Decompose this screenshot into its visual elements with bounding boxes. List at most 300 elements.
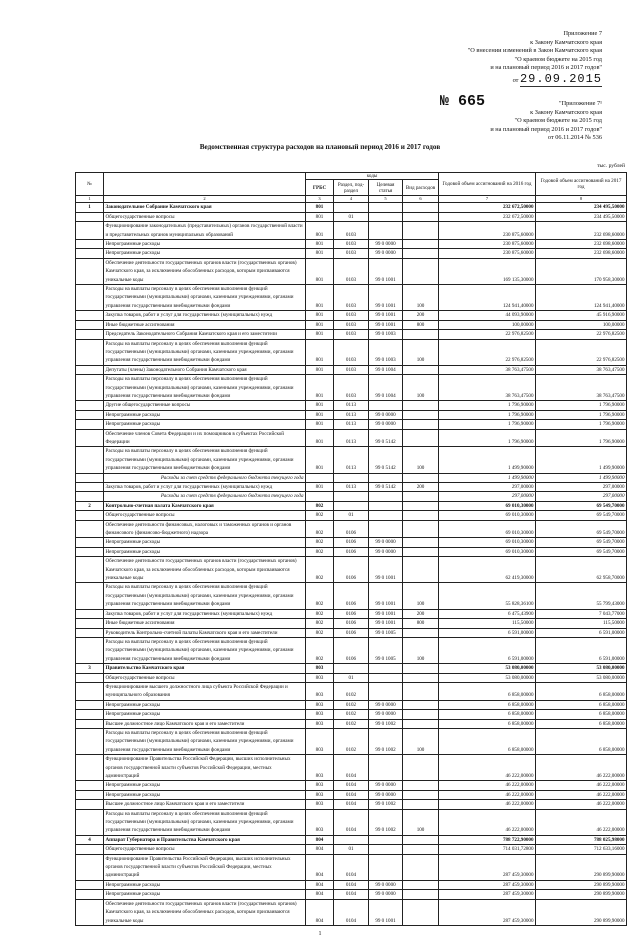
section-code: 0103 (334, 249, 369, 258)
target-code: 99 0 1002 (369, 719, 403, 728)
grbs-code: 802 (306, 557, 334, 583)
header-2017: Годовой объем ассигнований на 2017 год (536, 173, 627, 196)
appendix-new-note (468, 30, 602, 88)
target-code (369, 673, 403, 682)
type-code: 100 (403, 809, 439, 835)
amount-2016: 287 459,30000 (439, 880, 536, 889)
type-code: 200 (403, 483, 439, 492)
section-code: 0102 (334, 719, 369, 728)
amount-2017: 6 858,00000 (536, 710, 627, 719)
amount-2016: 38 763,47500 (439, 365, 536, 374)
section-code: 01 (334, 845, 369, 854)
amount-2017: 6 858,00000 (536, 682, 627, 700)
row-number (76, 781, 104, 790)
row-name: Непрограммные расходы (104, 249, 306, 258)
row-name: Непрограммные расходы (104, 781, 306, 790)
amount-2016: 232 672,50000 (439, 203, 536, 212)
grbs-code: 801 (306, 222, 334, 240)
target-code: 99 0 5142 (369, 483, 403, 492)
section-code: 0113 (334, 420, 369, 429)
type-code (403, 473, 439, 482)
section-code: 0106 (334, 628, 369, 637)
section-code: 0106 (334, 583, 369, 609)
row-number (76, 258, 104, 284)
target-code: 99 0 1002 (369, 809, 403, 835)
row-name: Расходы на выплаты персоналу в целях обеспечения выполнения функций государственными (муниципальными) органами, казенными учреждениями, органами управления государственными внебюджетными фондами (104, 809, 306, 835)
note-line: Приложение 7 (563, 30, 602, 37)
type-code (403, 845, 439, 854)
row-number (76, 285, 104, 311)
row-name: Законодательное Собрание Камчатского края (104, 203, 306, 212)
target-code (369, 212, 403, 221)
amount-2017: 69 549,70000 (536, 547, 627, 556)
table-row (76, 899, 627, 925)
type-code: 200 (403, 609, 439, 618)
target-code (369, 401, 403, 410)
row-number (76, 719, 104, 728)
target-code: 99 0 0000 (369, 420, 403, 429)
section-code (334, 835, 369, 844)
amount-2016: 1 796,90000 (439, 410, 536, 419)
table-row (76, 511, 627, 520)
row-number: 2 (76, 501, 104, 510)
header-target: Целевая статья (369, 180, 403, 196)
grbs-code: 801 (306, 320, 334, 329)
table-row (76, 365, 627, 374)
amount-2017: 45 916,90000 (536, 311, 627, 320)
table-row (76, 375, 627, 401)
table-row (76, 845, 627, 854)
target-code: 99 0 0000 (369, 700, 403, 709)
type-code (403, 511, 439, 520)
grbs-code: 803 (306, 710, 334, 719)
section-code: 0104 (334, 890, 369, 899)
table-row (76, 880, 627, 889)
type-code (403, 628, 439, 637)
amount-2017: 6 591,00000 (536, 637, 627, 663)
amount-2017: 46 222,00000 (536, 755, 627, 781)
row-number (76, 447, 104, 473)
amount-2017: 234 495,50000 (536, 212, 627, 221)
amount-2016: 297,00000 (439, 483, 536, 492)
section-code: 0106 (334, 520, 369, 538)
table-row (76, 285, 627, 311)
amount-2017: 53 080,00000 (536, 664, 627, 673)
type-code (403, 401, 439, 410)
type-code: 100 (403, 375, 439, 401)
type-code (403, 835, 439, 844)
amount-2016: 69 010,30000 (439, 511, 536, 520)
row-number: 1 (76, 203, 104, 212)
amount-2016: 46 222,00000 (439, 781, 536, 790)
table-row (76, 258, 627, 284)
column-index: 5 (369, 196, 403, 203)
amount-2016: 6 858,00000 (439, 728, 536, 754)
header-name (104, 173, 306, 196)
grbs-code: 801 (306, 249, 334, 258)
table-row (76, 700, 627, 709)
target-code (369, 755, 403, 781)
row-number (76, 673, 104, 682)
row-number (76, 410, 104, 419)
target-code: 99 0 1002 (369, 728, 403, 754)
grbs-code: 804 (306, 845, 334, 854)
grbs-code: 802 (306, 609, 334, 618)
amount-2016: 53 080,00000 (439, 664, 536, 673)
amount-2017: 46 222,00000 (536, 800, 627, 809)
grbs-code: 802 (306, 511, 334, 520)
amount-2016: 100,00000 (439, 320, 536, 329)
grbs-code: 803 (306, 781, 334, 790)
row-number (76, 520, 104, 538)
section-code: 0103 (334, 285, 369, 311)
target-code (369, 203, 403, 212)
grbs-code: 801 (306, 365, 334, 374)
amount-2017: 69 549,70000 (536, 538, 627, 547)
section-code (334, 501, 369, 510)
section-code (334, 473, 369, 482)
section-code: 0113 (334, 483, 369, 492)
row-name: Непрограммные расходы (104, 880, 306, 889)
table-row (76, 222, 627, 240)
grbs-code: 803 (306, 664, 334, 673)
type-code (403, 410, 439, 419)
row-name: Обеспечение членов Совета Федерации и их помощников в субъектах Российской Федерации (104, 429, 306, 447)
note-line: и на плановый период 2016 и 2017 годов" (490, 64, 602, 72)
table-row (76, 447, 627, 473)
type-code: 100 (403, 583, 439, 609)
amount-2017: 290 899,90000 (536, 854, 627, 880)
target-code (369, 501, 403, 510)
table-body (76, 203, 627, 926)
amount-2016: 38 763,47500 (439, 375, 536, 401)
table-row (76, 483, 627, 492)
amount-2016: 6 591,00000 (439, 628, 536, 637)
table-row (76, 609, 627, 618)
amount-2016: 287 459,30000 (439, 899, 536, 925)
target-code: 99 0 1001 (369, 619, 403, 628)
units-label: тыс. рублей (597, 163, 625, 169)
row-name: Закупка товаров, работ и услуг для государственных (муниципальных) нужд (104, 483, 306, 492)
amount-2017: 1 499,90000 (536, 447, 627, 473)
row-number (76, 637, 104, 663)
expenditure-table (75, 172, 627, 926)
document-title: Ведомственная структура расходов на плановый период 2016 и 2017 годов (199, 143, 441, 151)
date-stamp: 29.09.2015 (519, 71, 602, 86)
target-code: 99 0 0000 (369, 781, 403, 790)
amount-2016: 1 499,90000 (439, 447, 536, 473)
row-number (76, 845, 104, 854)
section-code: 0103 (334, 320, 369, 329)
section-code: 0103 (334, 311, 369, 320)
type-code: 100 (403, 637, 439, 663)
amount-2016: 6 858,00000 (439, 710, 536, 719)
grbs-code: 802 (306, 547, 334, 556)
amount-2017: 290 899,90000 (536, 890, 627, 899)
appendix-old-note (490, 100, 602, 143)
amount-2017: 124 941,40000 (536, 285, 627, 311)
column-index: 8 (536, 196, 627, 203)
target-code: 99 0 1004 (369, 365, 403, 374)
amount-2016: 62 419,30000 (439, 557, 536, 583)
column-index-row (76, 196, 627, 203)
row-number (76, 420, 104, 429)
row-name: Обеспечение деятельности государственных органов власти (государственных органов) Камчатского края, за исключением обособленных расходов, которым присваиваются уникальные коды (104, 899, 306, 925)
row-number (76, 249, 104, 258)
grbs-code: 803 (306, 755, 334, 781)
row-name: Непрограммные расходы (104, 547, 306, 556)
amount-2017: 53 080,00000 (536, 673, 627, 682)
row-name: Закупка товаров, работ и услуг для государственных (муниципальных) нужд (104, 311, 306, 320)
amount-2017: 22 976,82500 (536, 330, 627, 339)
amount-2017: 6 591,00000 (536, 628, 627, 637)
amount-2017: 69 549,70000 (536, 511, 627, 520)
table-row (76, 790, 627, 799)
amount-2017: 100,00000 (536, 320, 627, 329)
type-code: 100 (403, 447, 439, 473)
amount-2017: 6 858,00000 (536, 728, 627, 754)
row-number (76, 809, 104, 835)
row-name: Другие общегосударственные вопросы (104, 401, 306, 410)
grbs-code: 803 (306, 700, 334, 709)
target-code: 99 0 1004 (369, 375, 403, 401)
section-code: 0104 (334, 781, 369, 790)
amount-2017: 69 549,70000 (536, 501, 627, 510)
row-number (76, 483, 104, 492)
type-code (403, 854, 439, 880)
grbs-code: 801 (306, 240, 334, 249)
type-code (403, 547, 439, 556)
note-line: "О краевом бюджете на 2015 год (514, 117, 602, 125)
grbs-code: 802 (306, 520, 334, 538)
page-number: 1 (318, 930, 322, 937)
type-code (403, 492, 439, 501)
row-number (76, 854, 104, 880)
grbs-code: 801 (306, 447, 334, 473)
type-code (403, 682, 439, 700)
grbs-code: 801 (306, 339, 334, 365)
table-row (76, 800, 627, 809)
row-number (76, 320, 104, 329)
target-code (369, 854, 403, 880)
type-code (403, 258, 439, 284)
row-name: Расходы на выплаты персоналу в целях обеспечения выполнения функций государственными (муниципальными) органами, казенными учреждениями, органами управления государственными внебюджетными фондами (104, 285, 306, 311)
target-code: 99 0 0000 (369, 249, 403, 258)
amount-2017: 115,50000 (536, 619, 627, 628)
row-name: Непрограммные расходы (104, 240, 306, 249)
note-line: "О краевом бюджете на 2015 год (514, 55, 602, 63)
table-row (76, 781, 627, 790)
amount-2016: 46 222,00000 (439, 800, 536, 809)
amount-2017: 170 958,30000 (536, 258, 627, 284)
grbs-code: 801 (306, 401, 334, 410)
section-code: 0103 (334, 240, 369, 249)
type-code (403, 899, 439, 925)
row-name: Расходы на выплаты персоналу в целях обеспечения выполнения функций государственными (муниципальными) органами, казенными учреждениями, органами управления государственными внебюджетными фондами (104, 375, 306, 401)
row-name: Непрограммные расходы (104, 538, 306, 547)
amount-2017: 46 222,00000 (536, 781, 627, 790)
row-name: Расходы на выплаты персоналу в целях обеспечения выполнения функций государственными (муниципальными) органами, казенными учреждениями, органами управления государственными внебюджетными фондами (104, 728, 306, 754)
amount-2017: 297,00000 (536, 483, 627, 492)
target-code: 99 0 0000 (369, 710, 403, 719)
section-code: 0106 (334, 538, 369, 547)
row-number (76, 755, 104, 781)
row-number (76, 222, 104, 240)
section-code: 0106 (334, 637, 369, 663)
row-name: Непрограммные расходы (104, 710, 306, 719)
row-number (76, 890, 104, 899)
table-row (76, 628, 627, 637)
table-row (76, 330, 627, 339)
row-number (76, 401, 104, 410)
target-code (369, 835, 403, 844)
type-code (403, 538, 439, 547)
row-name: Контрольно-счетная палата Камчатского края (104, 501, 306, 510)
grbs-code (306, 492, 334, 501)
amount-2016: 230 875,60000 (439, 249, 536, 258)
grbs-code: 803 (306, 673, 334, 682)
table-row (76, 719, 627, 728)
amount-2017: 62 958,70000 (536, 557, 627, 583)
amount-2017: 69 549,70000 (536, 520, 627, 538)
header-type: Вид расходов (403, 180, 439, 196)
type-code (403, 420, 439, 429)
grbs-code: 801 (306, 212, 334, 221)
row-number (76, 375, 104, 401)
row-number (76, 511, 104, 520)
type-code (403, 520, 439, 538)
type-code (403, 365, 439, 374)
section-code: 0106 (334, 609, 369, 618)
amount-2016: 22 976,82500 (439, 339, 536, 365)
section-code: 0106 (334, 547, 369, 556)
target-code (369, 682, 403, 700)
table-row (76, 538, 627, 547)
section-code: 0102 (334, 728, 369, 754)
target-code: 99 0 1003 (369, 330, 403, 339)
row-number (76, 538, 104, 547)
note-line: "О внесении изменений в Закон Камчатского края (467, 47, 602, 55)
row-number (76, 700, 104, 709)
amount-2016: 69 010,30000 (439, 538, 536, 547)
target-code: 99 0 5142 (369, 429, 403, 447)
target-code (369, 664, 403, 673)
amount-2016: 46 222,00000 (439, 809, 536, 835)
table-row (76, 249, 627, 258)
header-2016: Годовой объем ассигнований на 2016 год (439, 173, 536, 196)
table-row (76, 547, 627, 556)
row-number (76, 339, 104, 365)
amount-2016: 297,00000 (439, 492, 536, 501)
type-code (403, 240, 439, 249)
section-code: 01 (334, 212, 369, 221)
amount-2016: 6 858,00000 (439, 682, 536, 700)
amount-2016: 69 010,30000 (439, 520, 536, 538)
amount-2016: 788 722,90000 (439, 835, 536, 844)
amount-2016: 6 591,00000 (439, 637, 536, 663)
target-code (369, 492, 403, 501)
type-code (403, 330, 439, 339)
section-code: 0103 (334, 375, 369, 401)
table-row (76, 710, 627, 719)
row-name: Депутаты (члены) Законодательного Собрания Камчатского края (104, 365, 306, 374)
type-code (403, 781, 439, 790)
section-code: 01 (334, 511, 369, 520)
amount-2016: 46 222,00000 (439, 790, 536, 799)
amount-2016: 22 976,82500 (439, 330, 536, 339)
table-row (76, 673, 627, 682)
row-name: Высшее должностное лицо Камчатского края и его заместители (104, 719, 306, 728)
row-number (76, 790, 104, 799)
table-row (76, 619, 627, 628)
grbs-code: 801 (306, 285, 334, 311)
amount-2017: 297,00000 (536, 492, 627, 501)
row-name: Обеспечение деятельности государственных органов власти (государственных органов) Камчатского края, за исключением обособленных расходов, которым присваиваются уникальные коды (104, 557, 306, 583)
grbs-code: 802 (306, 637, 334, 663)
row-number (76, 547, 104, 556)
section-code: 01 (334, 673, 369, 682)
target-code: 99 0 0000 (369, 240, 403, 249)
grbs-code: 801 (306, 420, 334, 429)
amount-2016: 44 093,90000 (439, 311, 536, 320)
section-code: 0104 (334, 899, 369, 925)
target-code (369, 511, 403, 520)
type-code (403, 719, 439, 728)
table-row (76, 401, 627, 410)
amount-2017: 55 799,43000 (536, 583, 627, 609)
amount-2016: 1 796,90000 (439, 401, 536, 410)
section-code: 0113 (334, 410, 369, 419)
amount-2016: 46 222,00000 (439, 755, 536, 781)
table-row (76, 339, 627, 365)
amount-2017: 1 796,90000 (536, 429, 627, 447)
target-code: 99 0 0000 (369, 538, 403, 547)
note-line: и на плановый период 2016 и 2017 годов" (490, 125, 602, 133)
target-code: 99 0 1001 (369, 609, 403, 618)
table-row (76, 557, 627, 583)
amount-2016: 69 010,30000 (439, 501, 536, 510)
grbs-code: 801 (306, 483, 334, 492)
grbs-code: 801 (306, 330, 334, 339)
table-row (76, 664, 627, 673)
row-name: Функционирование высшего должностного лица субъекта Российской Федерации и муниципального образования (104, 682, 306, 700)
amount-2016: 230 875,60000 (439, 222, 536, 240)
section-code: 0104 (334, 800, 369, 809)
row-number: 4 (76, 835, 104, 844)
type-code: 100 (403, 728, 439, 754)
grbs-code: 802 (306, 628, 334, 637)
amount-2016: 6 475,43900 (439, 609, 536, 618)
table-row (76, 583, 627, 609)
row-number (76, 800, 104, 809)
row-number (76, 880, 104, 889)
type-code (403, 880, 439, 889)
row-name: Общегосударственные вопросы (104, 845, 306, 854)
amount-2016: 714 031,72800 (439, 845, 536, 854)
table-row (76, 410, 627, 419)
amount-2016: 6 858,00000 (439, 719, 536, 728)
note-line: от 06.11.2014 № 536 (547, 134, 602, 142)
type-code (403, 557, 439, 583)
row-name: Руководитель Контрольно-счетной палаты Камчатского края и его заместители (104, 628, 306, 637)
row-name: Правительство Камчатского края (104, 664, 306, 673)
type-code (403, 664, 439, 673)
type-code: 100 (403, 285, 439, 311)
grbs-code: 803 (306, 682, 334, 700)
table-row (76, 637, 627, 663)
grbs-code: 803 (306, 790, 334, 799)
note-line: к Закону Камчатского края (530, 38, 602, 46)
